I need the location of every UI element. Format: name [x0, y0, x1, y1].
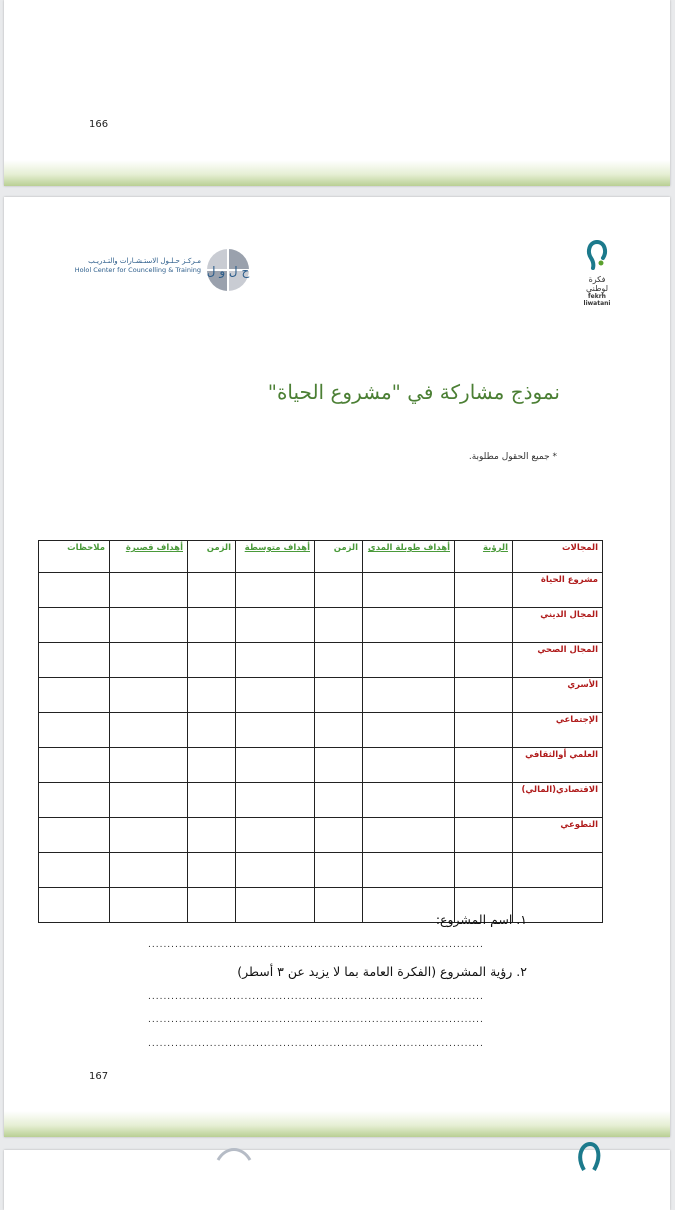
- table-cell[interactable]: [236, 608, 315, 643]
- table-row: [39, 748, 603, 783]
- table-cell[interactable]: [188, 713, 236, 748]
- table-cell[interactable]: [455, 678, 513, 713]
- table-cell[interactable]: [39, 608, 110, 643]
- table-cell[interactable]: [363, 678, 455, 713]
- table-cell[interactable]: [39, 643, 110, 678]
- table-cell[interactable]: [363, 643, 455, 678]
- table-row: [39, 818, 603, 853]
- table-cell[interactable]: [39, 853, 110, 888]
- table-cell[interactable]: [236, 643, 315, 678]
- table-cell[interactable]: [110, 853, 188, 888]
- table-cell[interactable]: [236, 678, 315, 713]
- table-cell[interactable]: [363, 748, 455, 783]
- page-footer-band: [4, 1111, 670, 1137]
- table-cell[interactable]: [315, 643, 363, 678]
- domain-label: الإجتماعي: [513, 713, 603, 748]
- question-project-name: ١. اسم المشروع:: [435, 912, 527, 927]
- table-cell[interactable]: [188, 818, 236, 853]
- table-row: [39, 678, 603, 713]
- fekrh-logo: [577, 240, 617, 307]
- domain-label: العلمي أوالثقافي: [513, 748, 603, 783]
- table-cell[interactable]: [236, 573, 315, 608]
- fekrh-logo-english: fekrh liwatani: [583, 293, 611, 307]
- column-header: الرؤية: [455, 541, 513, 573]
- answer-line[interactable]: .......................................................................................: [148, 940, 484, 950]
- answer-line[interactable]: .......................................................................................: [148, 1015, 484, 1025]
- table-cell[interactable]: [110, 748, 188, 783]
- table-cell[interactable]: [455, 608, 513, 643]
- holol-emblem-letters: ح ل و ل: [206, 264, 250, 278]
- table-cell[interactable]: [236, 783, 315, 818]
- holol-logo-arabic: مـركـز حـلـول الاستـشـارات والتـدريـب: [88, 257, 201, 265]
- domain-label: [513, 853, 603, 888]
- table-header-row: [39, 541, 603, 573]
- holol-emblem-icon: [205, 247, 251, 293]
- table-cell[interactable]: [188, 678, 236, 713]
- table-cell[interactable]: [110, 713, 188, 748]
- next-page: [4, 1150, 670, 1210]
- table-row: [39, 713, 603, 748]
- table-cell[interactable]: [363, 713, 455, 748]
- table-cell[interactable]: [363, 818, 455, 853]
- domain-label: الأسري: [513, 678, 603, 713]
- column-header: أهداف قصيرة: [110, 541, 188, 573]
- life-project-table: [38, 540, 603, 923]
- question-project-vision: ٢. رؤية المشروع (الفكرة العامة بما لا يزيد عن ٣ أسطر): [237, 964, 527, 979]
- table-cell[interactable]: [315, 818, 363, 853]
- domain-label: مشروع الحياة: [513, 573, 603, 608]
- table-cell[interactable]: [315, 678, 363, 713]
- table-cell[interactable]: [188, 643, 236, 678]
- table-cell[interactable]: [363, 573, 455, 608]
- table-cell[interactable]: [110, 678, 188, 713]
- column-header: الزمن: [188, 541, 236, 573]
- table-cell[interactable]: [110, 783, 188, 818]
- table-cell[interactable]: [110, 573, 188, 608]
- table-cell[interactable]: [455, 818, 513, 853]
- table-cell[interactable]: [188, 783, 236, 818]
- table-cell[interactable]: [315, 573, 363, 608]
- table-cell[interactable]: [363, 608, 455, 643]
- table-cell[interactable]: [39, 748, 110, 783]
- table-cell[interactable]: [455, 573, 513, 608]
- table-cell[interactable]: [236, 748, 315, 783]
- form-title: نموذج مشاركة في "مشروع الحياة": [267, 380, 560, 404]
- table-cell[interactable]: [188, 573, 236, 608]
- table-row: [39, 853, 603, 888]
- previous-page: [4, 0, 670, 186]
- table-cell[interactable]: [39, 573, 110, 608]
- table-cell[interactable]: [315, 713, 363, 748]
- table-row: [39, 783, 603, 818]
- holol-logo-icon: [214, 1144, 254, 1164]
- table-cell[interactable]: [363, 853, 455, 888]
- table-cell[interactable]: [363, 783, 455, 818]
- table-cell[interactable]: [236, 888, 315, 923]
- answer-line[interactable]: .......................................................................................: [148, 1039, 484, 1049]
- column-header: أهداف متوسطة: [236, 541, 315, 573]
- table-row: [39, 643, 603, 678]
- table-cell[interactable]: [188, 853, 236, 888]
- table-row: [39, 573, 603, 608]
- table-cell[interactable]: [315, 888, 363, 923]
- table-cell[interactable]: [236, 818, 315, 853]
- column-header: أهداف طويلة المدى: [363, 541, 455, 573]
- domain-label: الاقتصادي(المالي): [513, 783, 603, 818]
- domain-label: التطوعي: [513, 818, 603, 853]
- table-cell[interactable]: [236, 713, 315, 748]
- domain-label: المجال الديني: [513, 608, 603, 643]
- holol-logo: [47, 247, 252, 293]
- page-number: 166: [89, 119, 109, 130]
- table-cell[interactable]: [188, 748, 236, 783]
- table-cell[interactable]: [315, 853, 363, 888]
- fekrh-logo-arabic: فكرة لوطني: [585, 275, 609, 293]
- column-header: الزمن: [315, 541, 363, 573]
- fekrh-logo-icon: [574, 1142, 604, 1172]
- column-header: ملاحظات: [39, 541, 110, 573]
- table-cell[interactable]: [455, 713, 513, 748]
- required-note: * جميع الحقول مطلوبة.: [468, 452, 557, 462]
- domain-label: المجال الصحي: [513, 643, 603, 678]
- table-cell[interactable]: [315, 783, 363, 818]
- table-cell[interactable]: [110, 818, 188, 853]
- table-cell[interactable]: [315, 748, 363, 783]
- table-cell[interactable]: [315, 608, 363, 643]
- page-number: 167: [89, 1071, 109, 1082]
- table-cell[interactable]: [39, 818, 110, 853]
- column-header: المجالات: [513, 541, 603, 573]
- table-row: [39, 608, 603, 643]
- table-cell[interactable]: [455, 783, 513, 818]
- table-cell[interactable]: [455, 853, 513, 888]
- table-cell[interactable]: [110, 643, 188, 678]
- table-cell[interactable]: [110, 888, 188, 923]
- table-cell[interactable]: [188, 608, 236, 643]
- table-cell[interactable]: [110, 608, 188, 643]
- table-cell[interactable]: [39, 888, 110, 923]
- table-cell[interactable]: [39, 783, 110, 818]
- table-cell[interactable]: [455, 748, 513, 783]
- table-cell[interactable]: [236, 853, 315, 888]
- fekrh-drop-icon: [585, 240, 609, 270]
- table-cell[interactable]: [188, 888, 236, 923]
- answer-line[interactable]: .......................................................................................: [148, 992, 484, 1002]
- holol-logo-english: Holol Center for Councelling & Training: [74, 266, 201, 274]
- page-footer-band: [4, 160, 670, 186]
- table-cell[interactable]: [455, 643, 513, 678]
- table-cell[interactable]: [39, 678, 110, 713]
- table-cell[interactable]: [39, 713, 110, 748]
